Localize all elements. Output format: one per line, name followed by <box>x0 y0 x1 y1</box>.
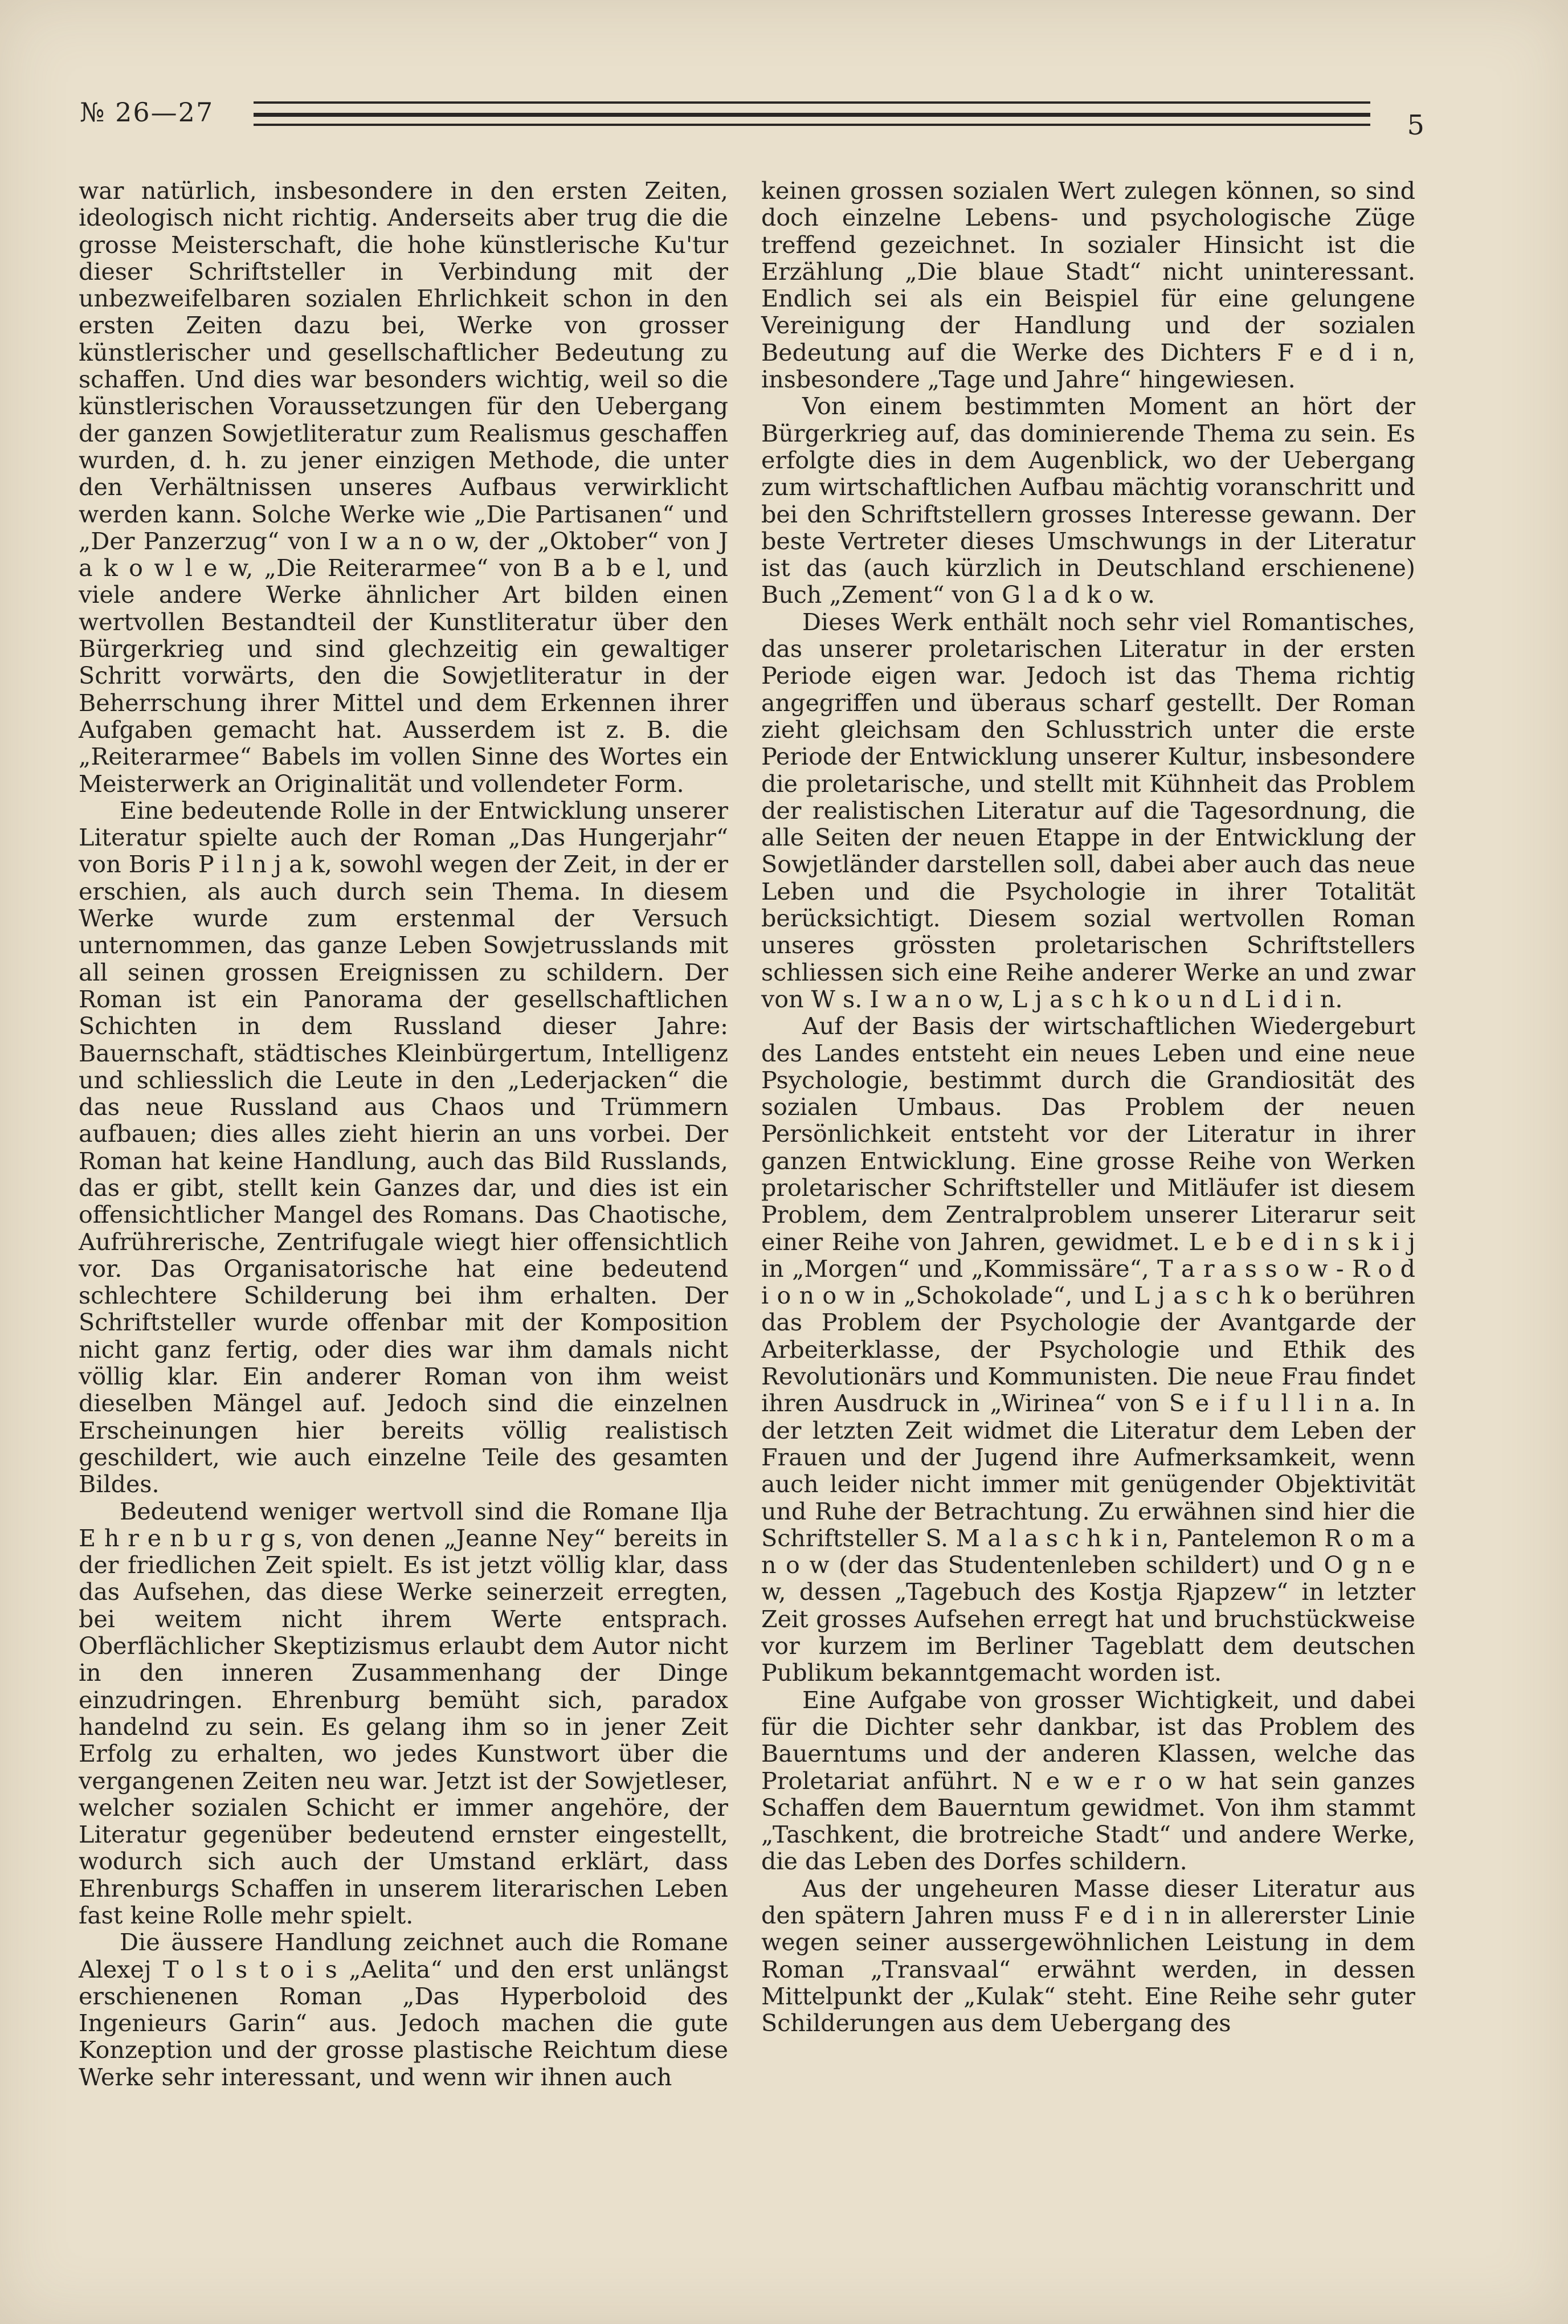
paragraph: Aus der ungeheuren Masse dieser Literatur aus den spätern Jahren muss F e d i n in allererster Linie wegen seiner aussergewöhnlichen Leistung in dem Roman „Transvaal“ erwähnt werden, in dessen Mittelpunkt der „Kulak“ steht. Eine Reihe sehr guter Schilderungen aus dem Uebergang des <box>761 1874 1415 2037</box>
paragraph: Auf der Basis der wirtschaftlichen Wiedergeburt des Landes entsteht ein neues Leben und eine neue Psychologie, bestimmt durch die Grandiosität des sozialen Umbaus. Das Problem der neuen Persönlichkeit entsteht vor der Literatur in ihrer ganzen Entwicklung. Eine grosse Reihe von Werken proletarischer Schriftsteller und Mitläufer ist diesem Problem, dem Zentralproblem unserer Literarur seit einer Reihe von Jahren, gewidmet. L e b e d i n s k i j in „Morgen“ und „Kommissäre“, T a r a s s o w - R o d i o n o w in „Schokolade“, und L j a s c h k o berühren das Problem der Psychologie der Avantgarde der Arbeiterklasse, der Psychologie und Ethik des Revolutionärs und Kommunisten. Die neue Frau findet ihren Ausdruck in „Wirinea“ von S e i f u l l i n a. In der letzten Zeit widmet die Literatur dem Leben der Frauen und der Jugend ihre Aufmerksamkeit, wenn auch leider nicht immer mit genügender Objektivität und Ruhe der Betrachtung. Zu erwähnen sind hier die Schriftsteller S. M a l a s c h k i n, Pantelemon R o m a n o w (der das Studentenleben schildert) und O g n e w, dessen „Tagebuch des Kostja Rjapzew“ in letzter Zeit grosses Aufsehen erregt hat und bruchstückweise vor kurzem im Berliner Tageblatt dem deutschen Publikum bekanntgemacht worden ist. <box>761 1012 1415 1687</box>
header-rule <box>254 101 1370 104</box>
paragraph: war natürlich, insbesondere in den ersten Zeiten, ideologisch nicht richtig. Anderseits aber trug die die grosse Meisterschaft, die hohe künstlerische Ku'tur dieser Schriftsteller in Verbindung mit der unbezweifelbaren sozialen Ehrlichkeit schon in den ersten Zeiten dazu bei, Werke von grosser künstlerischer und gesellschaftlicher Bedeutung zu schaffen. Und dies war besonders wichtig, weil so die künstlerischen Voraussetzungen für den Uebergang der ganzen Sowjetliteratur zum Realismus geschaffen wurden, d. h. zu jener einzigen Methode, die unter den Verhältnissen unseres Aufbaus verwirklicht werden kann. Solche Werke wie „Die Partisanen“ und „Der Panzerzug“ von I w a n o w, der „Oktober“ von J a k o w l e w, „Die Reiterarmee“ von B a b e l, und viele andere Werke ähnlicher Art bilden einen wertvollen Bestandteil der Kunstliteratur über den Bürgerkrieg und sind glechzeitig ein gewaltiger Schritt vorwärts, den die Sowjetliteratur in der Beherrschung ihrer Mittel und dem Erkennen ihrer Aufgaben gemacht hat. Ausserdem ist z. B. die „Reiterarmee“ Babels im vollen Sinne des Wortes ein Meisterwerk an Originalität und vollendeter Form. <box>79 177 728 798</box>
page-header <box>80 97 1424 160</box>
paragraph: Bedeutend weniger wertvoll sind die Romane Ilja E h r e n b u r g s, von denen „Jeanne Ney“ bereits in der friedlichen Zeit spielt. Es ist jetzt völlig klar, dass das Aufsehen, das diese Werke seinerzeit erregten, bei weitem nicht ihrem Werte entsprach. Oberflächlicher Skeptizismus erlaubt dem Autor nicht in den inneren Zusammenhang der Dinge einzudringen. Ehrenburg bemüht sich, paradox handelnd zu sein. Es gelang ihm so in jener Zeit Erfolg zu erhalten, wo jedes Kunstwort über die vergangenen Zeiten neu war. Jetzt ist der Sowjetleser, welcher sozialen Schicht er immer angehöre, der Literatur gegenüber bedeutend ernster eingestellt, wodurch sich auch der Umstand erklärt, dass Ehrenburgs Schaffen in unserem literarischen Leben fast keine Rolle mehr spielt. <box>79 1497 728 1929</box>
header-rule <box>254 124 1370 126</box>
issue-number: № 26—27 <box>80 97 214 128</box>
paragraph: Eine Aufgabe von grosser Wichtigkeit, und dabei für die Dichter sehr dankbar, ist das Problem des Bauerntums und der anderen Klassen, welche das Proletariat anführt. N e w e r o w hat sein ganzes Schaffen dem Bauerntum gewidmet. Von ihm stammt „Taschkent, die brotreiche Stadt“ und andere Werke, die das Leben des Dorfes schildern. <box>761 1686 1415 1876</box>
paragraph: Dieses Werk enthält noch sehr viel Romantisches, das unserer proletarischen Literatur in der ersten Periode eigen war. Jedoch ist das Thema richtig angegriffen und überaus scharf gestellt. Der Roman zieht gleichsam den Schlusstrich unter die erste Periode der Entwicklung unserer Kultur, insbesondere die proletarische, und stellt mit Kühnheit das Problem der realistischen Literatur auf die Tagesordnung, die alle Seiten der neuen Etappe in der Entwicklung der Sowjetländer darstellen soll, dabei aber auch das neue Leben und die Psychologie in ihrer Totalität berücksichtigt. Diesem sozial wertvollen Roman unseres grössten proletarischen Schriftstellers schliessen sich eine Reihe anderer Werke an und zwar von W s. I w a n o w, L j a s c h k o u n d L i d i n. <box>761 608 1415 1013</box>
paragraph: Eine bedeutende Rolle in der Entwicklung unserer Literatur spielte auch der Roman „Das Hungerjahr“ von Boris P i l n j a k, sowohl wegen der Zeit, in der er erschien, als auch durch sein Thema. In diesem Werke wurde zum erstenmal der Versuch unternommen, das ganze Leben Sowjetrusslands mit all seinen grossen Ereignissen zu schildern. Der Roman ist ein Panorama der gesellschaftlichen Schichten in dem Russland dieser Jahre: Bauernschaft, städtisches Kleinbürgertum, Intelligenz und schliesslich die Leute in den „Lederjacken“ die das neue Russland aus Chaos und Trümmern aufbauen; dies alles zieht hierin an uns vorbei. Der Roman hat keine Handlung, auch das Bild Russlands, das er gibt, stellt kein Ganzes dar, und dies ist ein offensichtlicher Mangel des Romans. Das Chaotische, Aufrührerische, Zentrifugale wiegt hier offensichtlich vor. Das Organisatorische hat eine bedeutend schlechtere Schilderung bei ihm erhalten. Der Schriftsteller wurde offenbar mit der Komposition nicht ganz fertig, oder dies war ihm damals nicht völlig klar. Ein anderer Roman von ihm weist dieselben Mängel auf. Jedoch sind die einzelnen Erscheinungen hier bereits völlig realistisch geschildert, wie auch einzelne Teile des gesamten Bildes. <box>79 797 728 1498</box>
paragraph: Die äussere Handlung zeichnet auch die Romane Alexej T o l s t o i s „Aelita“ und den erst unlängst erschienenen Roman „Das Hyperboloid des Ingenieurs Garin“ aus. Jedoch machen die gute Konzeption und der grosse plastische Reichtum diese Werke sehr interessant, und wenn wir ihnen auch <box>79 1929 728 2091</box>
right-column <box>761 178 1415 2037</box>
paragraph: keinen grossen sozialen Wert zulegen können, so sind doch einzelne Lebens- und psychologische Züge treffend gezeichnet. In sozialer Hinsicht ist die Erzählung „Die blaue Stadt“ nicht uninteressant. Endlich sei als ein Beispiel für eine gelungene Vereinigung der Handlung und der sozialen Bedeutung auf die Werke des Dichters F e d i n, insbesondere „Tage und Jahre“ hingewiesen. <box>761 177 1415 394</box>
header-rule <box>254 113 1370 117</box>
left-column <box>79 178 728 2091</box>
page-number: 5 <box>1407 109 1424 141</box>
paragraph: Von einem bestimmten Moment an hört der Bürgerkrieg auf, das dominierende Thema zu sein. Es erfolgte dies in dem Augenblick, wo der Uebergang zum wirtschaftlichen Aufbau mächtig voranschritt und bei den Schriftstellern grosses Interesse gewann. Der beste Vertreter dieses Umschwungs in der Literatur ist das (auch kürzlich in Deutschland erschienene) Buch „Zement“ von G l a d k o w. <box>761 393 1415 609</box>
